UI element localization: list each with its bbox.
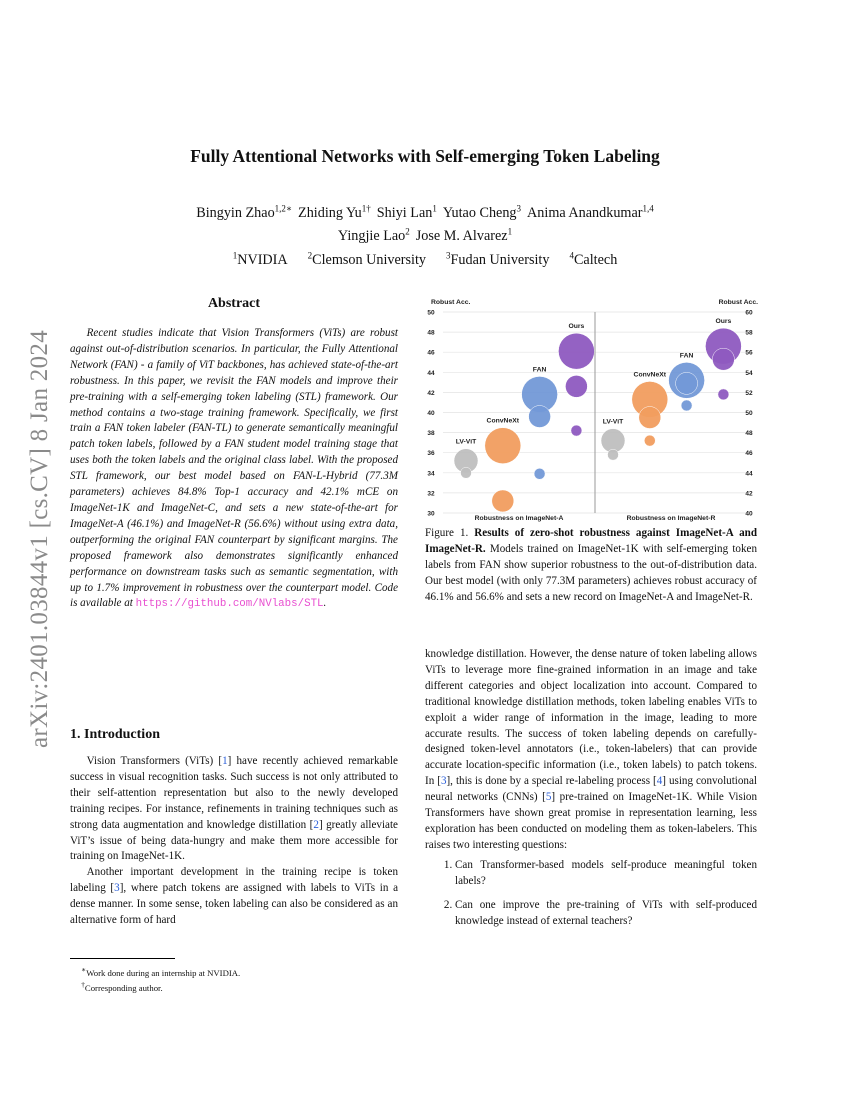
bubble-ours [558, 333, 594, 369]
footnotes [70, 958, 398, 994]
bubble-fan [534, 468, 545, 479]
y-tick-label: 54 [745, 369, 753, 377]
citation-link[interactable]: 2 [313, 818, 319, 831]
authors-line-2 [100, 223, 750, 247]
y-tick-label: 56 [745, 349, 753, 357]
y-tick-label: 40 [745, 510, 753, 518]
author-name: Yutao Cheng$^3$ [442, 203, 522, 221]
bubble-label: ConvNeXt [486, 417, 520, 425]
y-tick-label: 60 [745, 309, 753, 317]
footnote: †Corresponding author. [81, 980, 163, 993]
bubble-label: FAN [532, 366, 547, 374]
y-tick-label: 44 [745, 470, 753, 478]
intro-paragraph-2: Another important development in the training recipe is token labeling [3], where patch tokens are assigned with labels to ViTs in a dense manner. In some sense, token labeling can also be considered as an alternative form of hard [70, 866, 399, 927]
bubble-convnext [492, 490, 514, 512]
question-item: 1. Can Transformer-based models self-produce meaningful token labels? [455, 858, 757, 890]
author-block [100, 199, 750, 270]
question-item: 2. Can one improve the pre-training of ViTs with self-produced knowledge instead of external teachers? [455, 898, 757, 930]
caption-label: Figure 1. [425, 527, 475, 539]
y-tick-label: 48 [745, 430, 753, 438]
bubble-lv-vit [461, 467, 472, 478]
y-tick-label: 46 [427, 349, 435, 357]
bubble-lv-vit [608, 449, 619, 460]
y-tick-label: 40 [427, 410, 435, 417]
code-link[interactable]: https://github.com/NVlabs/STL [135, 598, 324, 611]
bubble-label: Ours [715, 318, 732, 326]
y-tick-label: 36 [427, 450, 435, 458]
affiliation: $^2$Clemson University [307, 250, 427, 269]
bubble-ours [571, 425, 582, 436]
affiliations [100, 246, 750, 270]
author-name: Jose M. Alvarez$^1$ [415, 226, 513, 245]
x-axis-label: Robustness on ImageNet-R [626, 515, 716, 522]
intro-right-column [425, 647, 757, 937]
footnote: ∗Work done during an internship at NVIDIA. [81, 966, 241, 978]
author-name: Shiyi Lan$^1$ [376, 203, 437, 221]
intro-left-column [70, 754, 398, 929]
y-tick-label: 32 [427, 490, 435, 498]
y-tick-label: 34 [427, 470, 435, 478]
bubble-convnext [485, 428, 521, 464]
caption-title: Results of zero-shot robustness against ImageNet-A and ImageNet-R. [425, 527, 757, 555]
bubble-fan [529, 406, 551, 428]
figure-1-bubble-chart [425, 295, 765, 525]
authors-line-1 [100, 199, 750, 223]
y-tick-label: 44 [427, 369, 435, 377]
author-name: Zhiding $Yu^{1\dagger}$ [298, 203, 371, 221]
bubble-ours [565, 375, 587, 397]
bubble-fan [681, 400, 692, 411]
citation-link[interactable]: 3 [114, 882, 120, 895]
y-tick-label: 30 [427, 510, 435, 518]
citation-link[interactable]: 1 [222, 755, 228, 767]
questions-list [425, 858, 757, 930]
x-axis-label: Robustness on ImageNet-A [474, 515, 564, 522]
y-axis-label: Robust Acc. [431, 299, 471, 306]
abstract-text [70, 326, 398, 613]
intro-paragraph-3: knowledge distillation. However, the dense nature of token labeling allows ViTs to leverage more fine-grained information in an image and take different categories and object localization into account. Compared to traditional knowledge distillation methods, token labeling enables ViTs to exploit a wider range of information in the image, leading to more accurate results. The success of token labeling depends on carefully-designed token-level annotators (i.e., token-labelers) that can provide accurate location-specific information (i.e., token labels) to patch tokens. In [3], this is done by a special re-labeling process [4] using convolutional neural networks (CNNs) [5] pre-trained on ImageNet-1K. While Vision Transformers have shown great promise in representation learning, less exploration has been conducted on modeling them as token-labelers. This raises two interesting questions: [425, 648, 758, 851]
y-tick-label: 52 [745, 389, 753, 397]
intro-paragraph-1: Vision Transformers (ViTs) [1] have recently achieved remarkable success in visual recognition tasks. Such success is not only attributed to their self-attention representation but also to the newly developed training recipes. For instance, refinements in training techniques such as strong data augmentation and knowledge distillation [2] greatly alleviate ViT’s issue of being data-hungry and make them more accessible for training on ImageNet-1K. [70, 755, 398, 863]
citation-link[interactable]: 5 [545, 791, 552, 804]
bubble-ours [718, 389, 729, 400]
author-name: Anima Anandkumar$^{1,4}$ [527, 203, 654, 221]
citation-link[interactable]: 3 [440, 775, 447, 788]
y-tick-label: 42 [745, 490, 753, 498]
abstract-body: Recent studies indicate that Vision Transformers (ViTs) are robust against out-of-distribution scenarios. In particular, the Fully Attentional Network (FAN) - a family of ViT backbones, has achieved state-of-the-art robustness. In this paper, we revisit the FAN models and improve their pre-training with a self-emerging token labeling (STL) framework. Our method contains a two-stage training framework. Specifically, we first train a FAN token labeler (FAN-TL) to generate semantically meaningful patch token labels, followed by a FAN student model training stage that uses both the token labels and the original class label. With the proposed STL framework, our best model based on FAN-L-Hybrid (77.3M parameters) achieves 84.8% Top-1 accuracy and 42.1% mCE on ImageNet-1K and ImageNet-C, and sets a new state-of-the-art for ImageNet-A (46.1%) and ImageNet-R (56.6%) without using extra data, outperforming the original FAN counterpart by significant margins. The proposed framework also demonstrates significantly enhanced performance on downstream tasks such as semantic segmentation, with up to 1.7% improvement in robustness over the counterpart model. Code is available at [70, 327, 398, 610]
paper-title: Fully Attentional Networks with Self-emerging Token Labeling [190, 146, 660, 166]
bubble-label: LV-ViT [455, 438, 477, 446]
y-tick-label: 42 [427, 389, 435, 397]
bubble-label: ConvNeXt [633, 371, 667, 379]
arxiv-stamp: arXiv:2401.03844v1 [cs.CV] 8 Jan 2024 [26, 330, 53, 748]
bubble-convnext [639, 407, 661, 429]
y-tick-label: 50 [427, 309, 435, 317]
author-name: Yingjie Lao$^2$ [337, 226, 410, 245]
bubble-label: FAN [679, 352, 694, 360]
bubble-convnext [644, 435, 655, 446]
y-tick-label: 38 [427, 430, 435, 438]
y-tick-label: 48 [427, 329, 435, 337]
affiliation: $^1$NVIDIA [232, 250, 288, 269]
y-tick-label: 50 [745, 410, 753, 417]
abstract-end: . [323, 597, 327, 610]
figure-caption [425, 526, 757, 606]
bubble-fan [676, 372, 698, 394]
author-name: Bingyin Zhao$^{1,2∗}$ [196, 203, 293, 221]
caption-text: Models trained on ImageNet-1K with self-emerging token labels from FAN show superior robustness to the out-of-distribution data. Our best model (with only 77.3M parameters) achieves robust accuracy of 46.1% and 56.6% and sets a new record on ImageNet-A and ImageNet-R. [425, 542, 757, 603]
y-axis-label: Robust Acc. [718, 299, 758, 306]
abstract-heading: Abstract [207, 296, 261, 311]
bubble-label: Ours [568, 323, 585, 331]
citation-link[interactable]: 4 [656, 775, 663, 788]
bubble-ours [712, 348, 734, 370]
section-heading-introduction: 1. Introduction [70, 727, 160, 742]
affiliation: $^4$Caltech [569, 250, 618, 269]
affiliation: $^3$Fudan University [446, 250, 550, 269]
bubble-label: LV-ViT [602, 418, 624, 426]
y-tick-label: 58 [745, 329, 753, 337]
y-tick-label: 46 [745, 450, 753, 458]
